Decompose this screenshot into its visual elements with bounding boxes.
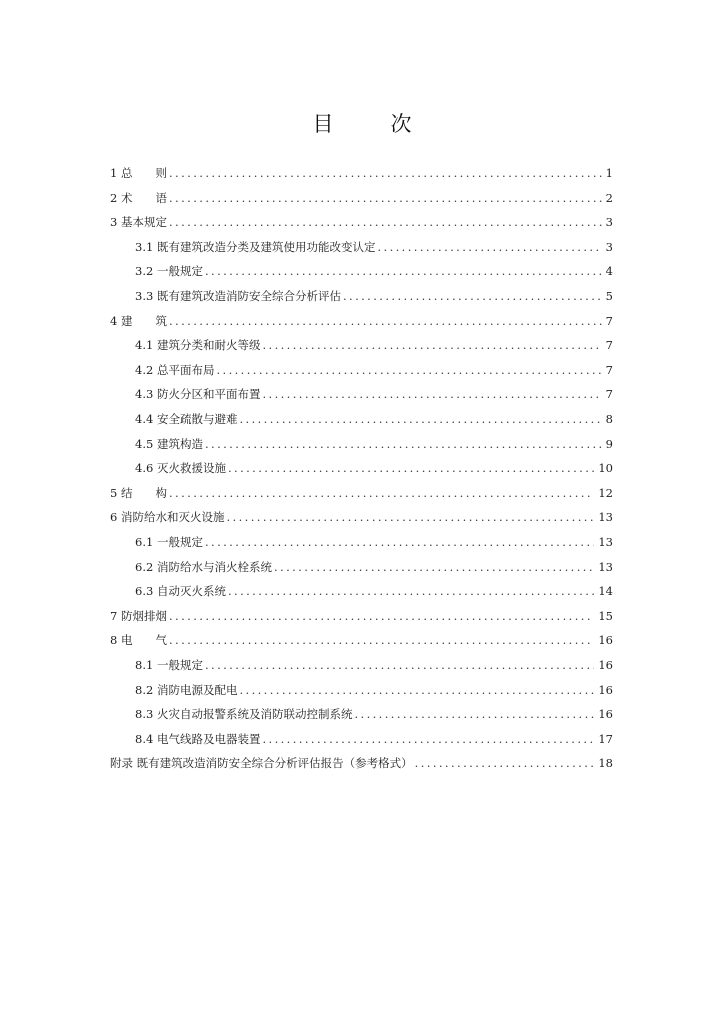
toc-entry-label: 4.2 总平面布局 — [135, 362, 215, 377]
toc-page-number: 4 — [605, 264, 613, 279]
toc-entry[interactable] — [0, 359, 724, 381]
toc-entry-label: 8.3 火灾自动报警系统及消防联动控制系统 — [135, 707, 353, 722]
toc-leader-dots — [205, 433, 602, 455]
toc-entry[interactable] — [0, 728, 724, 750]
toc-leader-dots — [415, 752, 595, 774]
toc-leader-dots — [205, 531, 594, 553]
toc-page-number: 7 — [605, 387, 613, 402]
toc-entry-label: 附录 既有建筑改造消防安全综合分析评估报告（参考格式） — [110, 756, 413, 771]
toc-page-number: 7 — [605, 313, 613, 328]
toc-leader-dots — [169, 482, 594, 504]
toc-entry-label: 8 电 气 — [110, 633, 167, 648]
toc-page-number: 1 — [605, 166, 613, 180]
toc-entry[interactable] — [0, 285, 724, 307]
toc-entry[interactable] — [0, 580, 724, 602]
toc-entry[interactable] — [0, 531, 724, 553]
toc-entry-label: 3.2 一般规定 — [135, 264, 203, 279]
toc-leader-dots — [377, 236, 601, 258]
toc-page-number: 16 — [598, 707, 613, 722]
toc-entry-label: 2 术 语 — [110, 190, 167, 205]
toc-entry[interactable] — [0, 334, 724, 356]
toc-page-number: 5 — [605, 289, 613, 303]
toc-entry[interactable] — [0, 433, 724, 455]
toc-leader-dots — [228, 580, 594, 602]
toc-entry[interactable] — [0, 162, 724, 184]
toc-page-number: 15 — [598, 608, 613, 623]
toc-entry-label: 4 建 筑 — [110, 313, 167, 328]
toc-page-number: 7 — [605, 362, 613, 377]
toc-page-number: 16 — [598, 633, 613, 648]
toc-page-number: 17 — [598, 731, 613, 746]
toc-entry[interactable] — [0, 629, 724, 651]
toc-entry[interactable] — [0, 506, 724, 528]
toc-page-number: 16 — [598, 658, 613, 672]
toc-entry-label: 3 基本规定 — [110, 215, 167, 230]
toc-entry[interactable] — [0, 260, 724, 282]
toc-page-number: 3 — [605, 215, 613, 230]
toc-leader-dots — [262, 383, 601, 405]
toc-entry-label: 3.3 既有建筑改造消防安全综合分析评估 — [135, 289, 341, 303]
toc-entry-label: 8.2 消防电源及配电 — [135, 682, 238, 697]
toc-page-number: 3 — [605, 239, 613, 254]
toc-page-number: 7 — [605, 338, 613, 353]
toc-page-number: 18 — [598, 756, 613, 771]
toc-page-number: 9 — [605, 436, 613, 451]
toc-leader-dots — [354, 703, 594, 725]
toc-entry-label: 4.3 防火分区和平面布置 — [135, 387, 261, 402]
toc-entry-label: 7 防烟排烟 — [110, 608, 167, 623]
toc-entry-label: 4.1 建筑分类和耐火等级 — [135, 338, 261, 353]
toc-entry-label: 4.6 灭火救援设施 — [135, 461, 226, 476]
toc-entry-label: 4.5 建筑构造 — [135, 436, 203, 451]
toc-page-number: 10 — [598, 461, 613, 476]
toc-entry[interactable] — [0, 408, 724, 430]
toc-leader-dots — [343, 285, 602, 307]
toc-leader-dots — [169, 211, 602, 233]
toc-leader-dots — [262, 728, 594, 750]
toc-page-number: 13 — [598, 510, 613, 525]
toc-entry[interactable] — [0, 383, 724, 405]
toc-page-number: 16 — [598, 682, 613, 697]
toc-leader-dots — [274, 556, 594, 578]
toc-entry-label: 4.4 安全疏散与避难 — [135, 412, 238, 426]
toc-entry[interactable] — [0, 310, 724, 332]
toc-page-number: 12 — [598, 485, 613, 500]
toc-leader-dots — [169, 162, 602, 184]
toc-leader-dots — [205, 260, 602, 282]
toc-leader-dots — [169, 629, 594, 651]
page-title: 目 次 — [312, 112, 430, 136]
toc-page-number: 13 — [598, 559, 613, 574]
toc-entry-label: 8.1 一般规定 — [135, 658, 203, 672]
toc-entry[interactable] — [0, 703, 724, 725]
toc-entry[interactable] — [0, 457, 724, 479]
toc-entry[interactable] — [0, 187, 724, 209]
toc-page-number: 2 — [605, 190, 613, 205]
toc-entry-label: 6.3 自动灭火系统 — [135, 584, 226, 599]
toc-leader-dots — [169, 605, 594, 627]
toc-page-number: 8 — [605, 412, 613, 426]
toc-entry-label: 6.2 消防给水与消火栓系统 — [135, 559, 272, 574]
toc-page-number: 14 — [598, 584, 613, 599]
toc-entry[interactable] — [0, 752, 724, 774]
toc-leader-dots — [239, 408, 601, 430]
toc-entry[interactable] — [0, 236, 724, 258]
toc-leader-dots — [262, 334, 601, 356]
toc-leader-dots — [239, 679, 594, 701]
toc-entry[interactable] — [0, 679, 724, 701]
toc-entry[interactable] — [0, 654, 724, 676]
toc-entry-label: 6 消防给水和灭火设施 — [110, 510, 225, 525]
toc-leader-dots — [228, 457, 594, 479]
toc-page-number: 13 — [598, 535, 613, 549]
toc-leader-dots — [169, 310, 602, 332]
toc-entry-label: 8.4 电气线路及电器装置 — [135, 731, 261, 746]
toc-entry[interactable] — [0, 211, 724, 233]
toc-leader-dots — [226, 506, 594, 528]
toc-entry[interactable] — [0, 482, 724, 504]
toc-leader-dots — [169, 187, 602, 209]
toc-entry-label: 1 总 则 — [110, 166, 167, 180]
toc-entry-label: 6.1 一般规定 — [135, 535, 203, 549]
toc-entry[interactable] — [0, 605, 724, 627]
toc-leader-dots — [216, 359, 601, 381]
toc-entry[interactable] — [0, 556, 724, 578]
toc-leader-dots — [205, 654, 594, 676]
toc-entry-label: 3.1 既有建筑改造分类及建筑使用功能改变认定 — [135, 239, 376, 254]
toc-entry-label: 5 结 构 — [110, 485, 167, 500]
